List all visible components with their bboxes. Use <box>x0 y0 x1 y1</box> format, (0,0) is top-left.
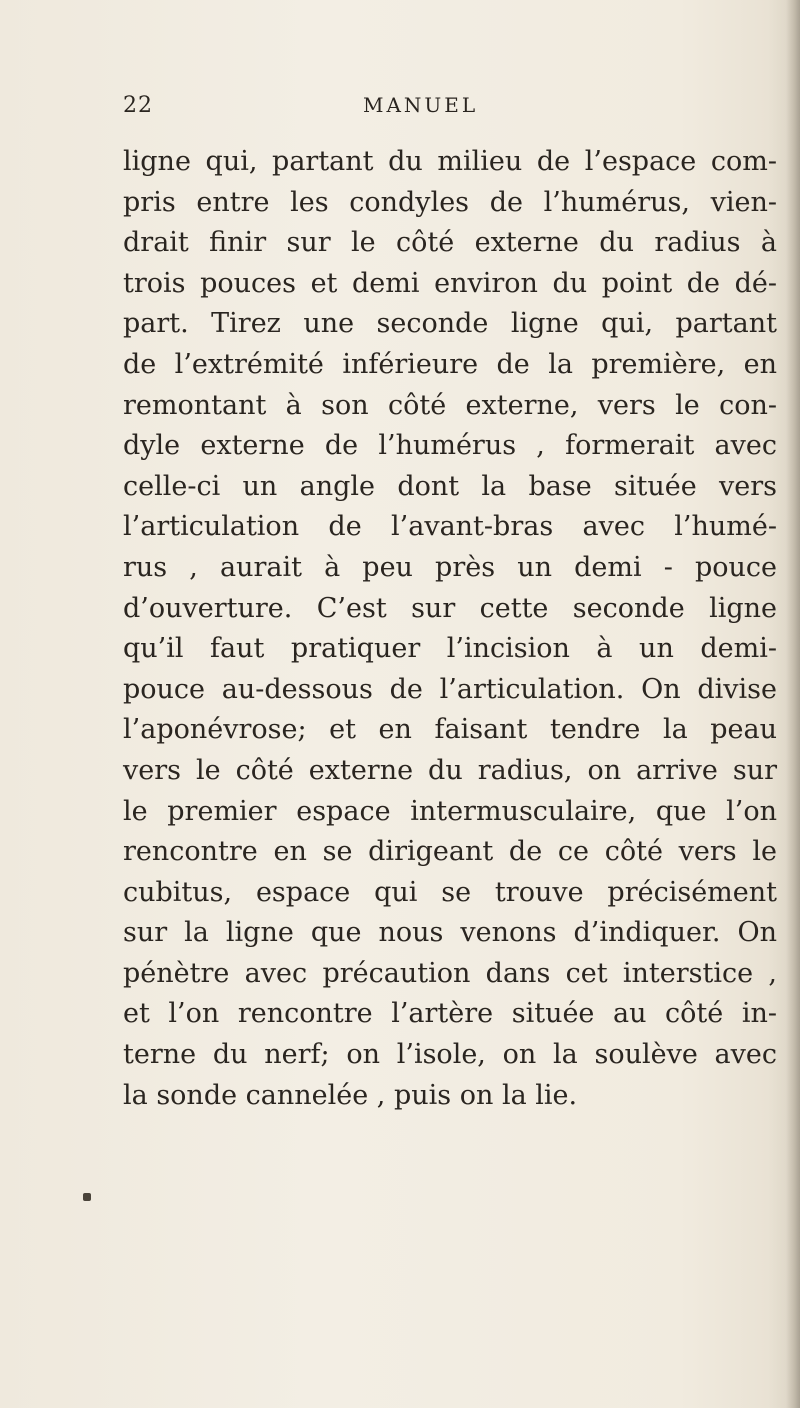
body-text <box>123 142 777 1116</box>
text-line: rencontre en se dirigeant de ce côté vers le <box>123 836 777 868</box>
page-edge-shadow <box>786 0 800 1408</box>
ink-speck <box>83 1193 91 1201</box>
page-header <box>123 93 763 123</box>
running-title: MANUEL <box>363 93 479 117</box>
text-line: remontant à son côté externe, vers le con- <box>123 389 777 421</box>
text-line: dyle externe de l’humérus , formerait avec <box>123 430 777 462</box>
text-line: ligne qui, partant du milieu de l’espace com- <box>123 146 777 177</box>
text-line: l’articulation de l’avant-bras avec l’humé- <box>123 511 777 543</box>
text-line: vers le côté externe du radius, on arrive sur <box>123 754 777 786</box>
text-line: de l’extrémité inférieure de la première, en <box>123 348 777 380</box>
text-line: d’ouverture. C’est sur cette seconde ligne <box>123 592 777 624</box>
text-line: drait finir sur le côté externe du radius à <box>123 227 777 259</box>
page-number: 22 <box>123 93 153 118</box>
text-line: qu’il faut pratiquer l’incision à un demi- <box>123 633 777 665</box>
text-line: cubitus, espace qui se trouve précisément <box>123 876 777 908</box>
text-line: pouce au-dessous de l’articulation. On divise <box>123 673 777 705</box>
text-line: trois pouces et demi environ du point de dé- <box>123 267 777 299</box>
text-line: et l’on rencontre l’artère située au côté in- <box>123 998 777 1030</box>
text-line: le premier espace intermusculaire, que l’on <box>123 795 777 827</box>
text-line: sur la ligne que nous venons d’indiquer. On <box>123 917 777 949</box>
text-line: celle-ci un angle dont la base située vers <box>123 470 777 502</box>
text-line-last: la sonde cannelée , puis on la lie. <box>123 1079 578 1111</box>
text-line: terne du nerf; on l’isole, on la soulève avec <box>123 1039 777 1071</box>
text-line: pris entre les condyles de l’humérus, vien- <box>123 186 777 218</box>
text-line: rus , aurait à peu près un demi - pouce <box>123 551 777 583</box>
text-line: part. Tirez une seconde ligne qui, partant <box>123 308 777 340</box>
text-line: pénètre avec précaution dans cet interstice , <box>123 957 777 989</box>
text-line: l’aponévrose; et en faisant tendre la peau <box>123 714 777 746</box>
